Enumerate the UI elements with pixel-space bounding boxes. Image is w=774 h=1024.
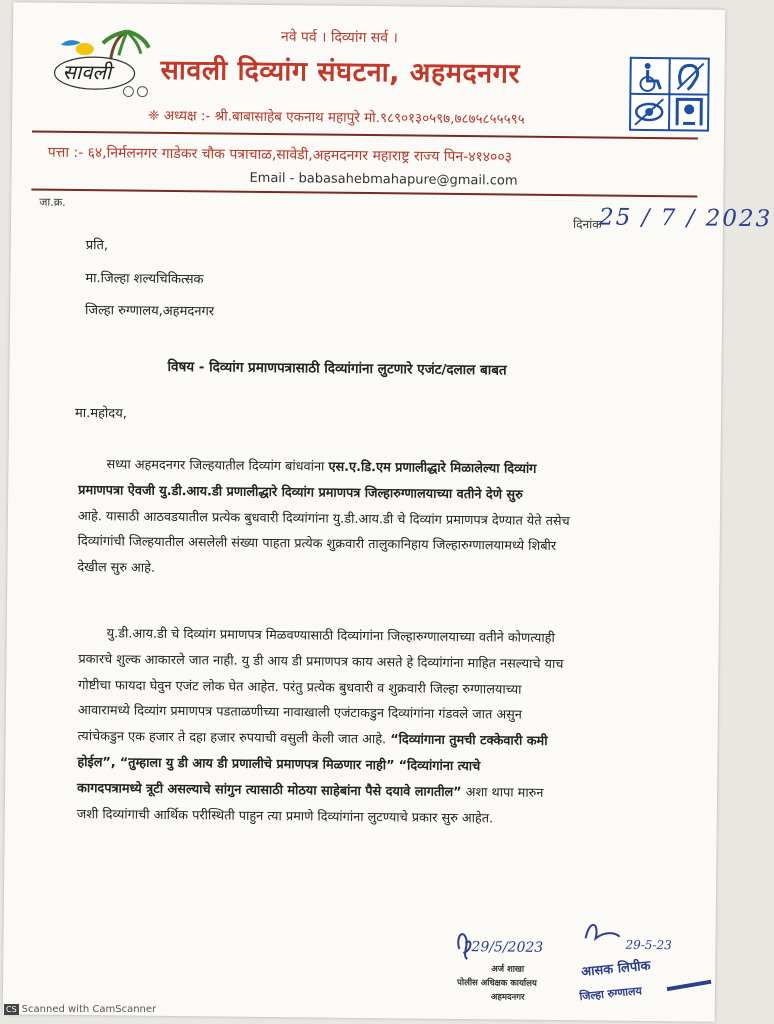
motto: नवे पर्व । दिव्यांग सर्व । (280, 29, 398, 47)
to-label: प्रति, (85, 238, 109, 254)
p1-line: एस.ए.डि.एम प्रणालीद्धारे मिळालेल्या दिव्यांग (328, 459, 537, 477)
recipient-office: जिल्हा रुग्णालय,अहमदनगर (85, 303, 215, 320)
scanner-watermark (4, 1004, 156, 1015)
p2-line: अशा थापा मारुन (465, 784, 544, 801)
quote-1-end: होईल”, (77, 754, 116, 771)
paragraph-2 (77, 621, 564, 832)
p1-line: देखील सुरु आहे. (77, 560, 156, 577)
disability-icons (629, 57, 710, 132)
savali-logo (52, 29, 153, 102)
quote-1: “दिव्यांगाना तुमची टक्केवारी कमी (390, 732, 548, 750)
stamp-date: 29-5-23 (625, 937, 672, 953)
stamp-line: अहमदनगर (490, 992, 525, 1003)
quote-3-end: कागदपत्रामध्ये त्रूटी असल्याचे सांगुन त्यासाठी मोठया साहेबांना पैसे दयावे लागतील” (77, 780, 462, 800)
scanner-text: Scanned with CamScanner (21, 1004, 157, 1015)
logo-text: सावली (62, 59, 112, 85)
p2-line: आवारामध्ये दिव्यांग प्रमाणपत्र पडताळणीच्या नावाखाली एजंटाकडुन दिव्यांगांना गंडवले जात असुन (77, 703, 522, 724)
p1-line: प्रमाणपत्रा ऐवजी यु.डी.आय.डी प्रणालीद्धारे दिव्यांग प्रमाणपत्र जिल्हारुग्णालयाच्या वतीने देणे सुरु (78, 482, 523, 503)
p1-line: दिव्यांगांची जिल्हयातील असलेली संख्या पाहता प्रत्येक शुक्रवारी तालुकानिहाय जिल्हारुग्णालयामध्ये शिबीर (77, 534, 557, 555)
stamp-line: आसक लिपीक (580, 958, 652, 980)
salutation: मा.महोदय, (74, 405, 127, 422)
organization-name: सावली दिव्यांग संघटना, अहमदनगर (160, 54, 521, 90)
president-line: ❈ अध्यक्ष :- श्री.बाबासाहेब एकनाथ महापुरे मो.९८९०१३०५९७,७८७५८५५५९५ (148, 107, 525, 128)
quote-2: “तुम्हाला यु डी आय डी प्रणालीचे प्रमाणपत्र मिळणार नाही” (119, 755, 395, 774)
receipt-stamp-hospital (575, 908, 716, 1009)
p2-line: यु.डी.आय.डी चे दिव्यांग प्रमाणपत्र मिळवण्यासाठी दिव्यांगांना जिल्हारुग्णालयाच्या वतीने कोणत्याही (106, 626, 555, 647)
stamp-date: 29/5/2023 (471, 939, 544, 956)
stamp-line: अर्ज शाखा (491, 964, 525, 975)
date-label: दिनांक (572, 217, 602, 232)
date-handwritten: 25 / 7 / 2023 (598, 204, 773, 233)
header-rule-bottom (31, 188, 697, 197)
p2-line: त्यांचेकडुन एक हजार ते दहा हजार रुपयाची वसुली केली जात आहे. (77, 729, 387, 748)
email-line: Email - babasahebmahapure@gmail.com (249, 170, 518, 189)
p1-line: सध्या अहमदनगर जिल्हयातील दिव्यांग बांधवांना (106, 457, 325, 475)
header-rule-top (32, 131, 698, 140)
paragraph-1 (77, 452, 570, 586)
reference-number-label: जा.क्र. (39, 195, 66, 209)
p2-line: जशी दिव्यांगाची आर्थिक परीस्थिती पाहुन त्या प्रमाणे दिव्यांगांना लुटण्याचे प्रकार सुरु आहेत. (76, 806, 494, 826)
stamp-line: पोलीस अधिक्षक कार्यालय (457, 978, 537, 989)
stamp-line: जिल्हा रुग्णालय (578, 984, 643, 1004)
signature-scribble (458, 934, 471, 959)
p2-line: गोष्टीचा फायदा घेवुन एजंट लोक घेत आहेत. परंतु प्रत्येक बुधवारी व शुक्रवारी जिल्हा रुग्णालयाच्या (78, 677, 522, 698)
signature-scribble (586, 925, 620, 939)
recipient-title: मा.जिल्हा शल्यचिकित्सक (85, 271, 204, 288)
address-line: पत्ता :- ६४,निर्मलनगर गाडेकर चौक पत्राचाळ,सावेडी,अहमदनगर महाराष्ट्र राज्य पिन-४१४००३ (47, 144, 513, 166)
stamp-strike (667, 981, 711, 989)
p2-line: प्रकारचे शुल्क आकारले जात नाही. यु डी आय डी प्रमाणपत्र काय असते हे दिव्यांगांना माहित नसल्याचे याच (78, 651, 564, 672)
letter-page (3, 2, 773, 1021)
p1-line: आहे. यासाठी आठवडयातील प्रत्येक बुधवारी दिव्यांगांना यु.डी.आय.डी चे दिव्यांग प्रमाणपत्र देण्यात येते तसेच (77, 508, 570, 529)
quote-3: “दिव्यांगांना त्याचे (398, 758, 481, 775)
subject-line: विषय - दिव्यांग प्रमाणपत्रासाठी दिव्यांगांना लुटणारे एजंट/दलाल बाबत (167, 358, 507, 379)
camscanner-icon: CS (6, 1005, 17, 1014)
